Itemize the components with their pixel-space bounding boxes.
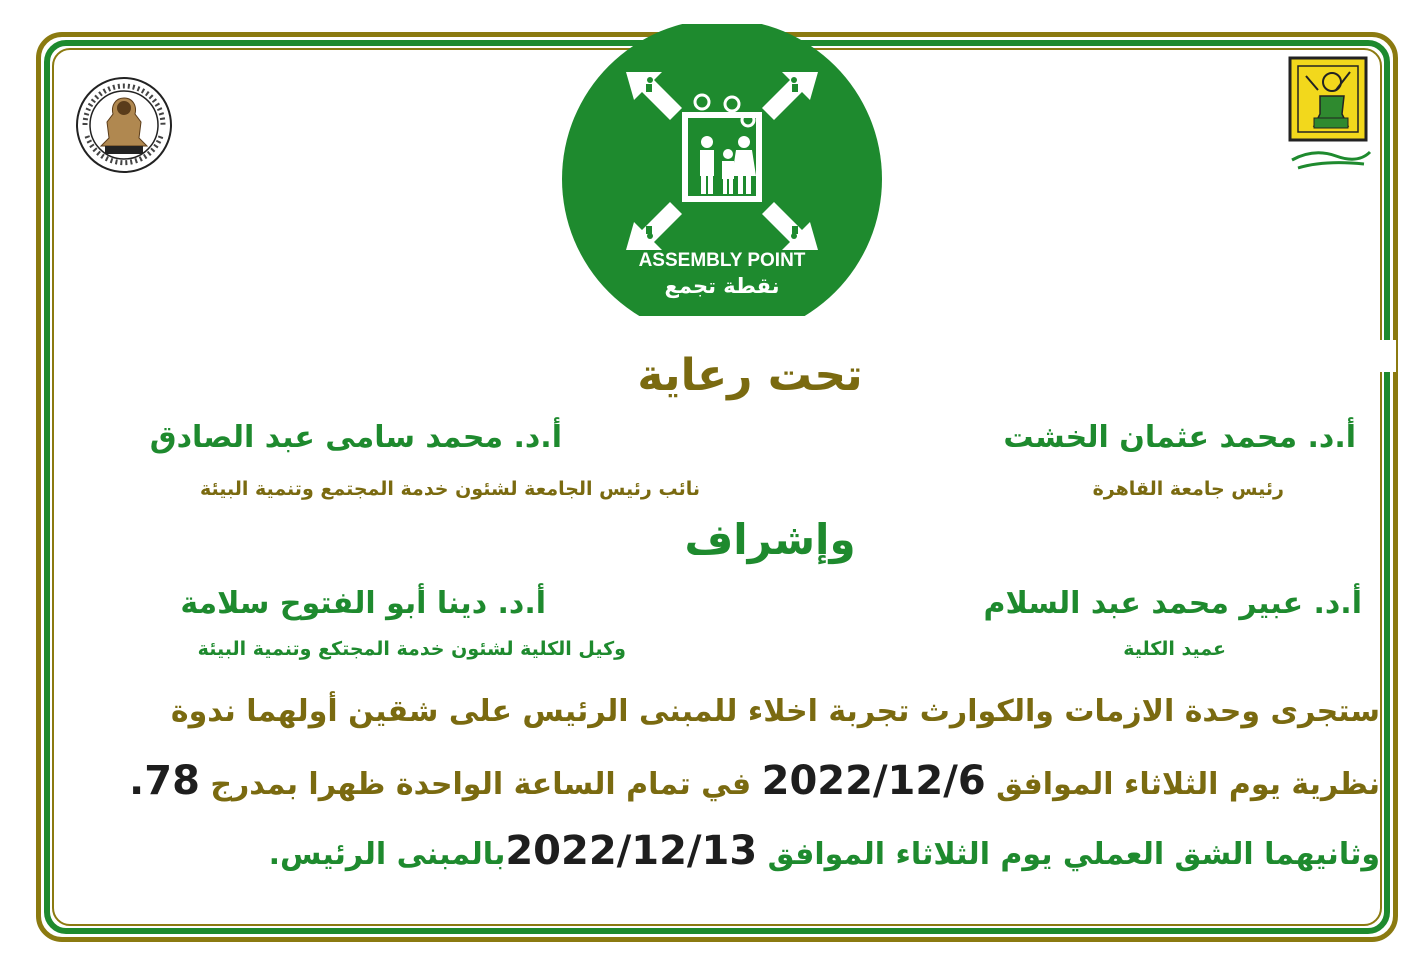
supervision-person2-name: أ.د. دينا أبو الفتوح سلامة bbox=[180, 586, 546, 621]
announcement-line2-start: نظرية يوم الثلاثاء الموافق bbox=[996, 767, 1380, 802]
patronage-person1-role: رئيس جامعة القاهرة bbox=[1092, 478, 1284, 500]
announcement-line3-end: بالمبنى الرئيس. bbox=[268, 837, 506, 872]
announcement-line1: ستجرى وحدة الازمات والكوارث تجربة اخلاء للمبنى الرئيس على شقين أولهما ندوة bbox=[170, 694, 1380, 729]
supervision-heading: وإشراف bbox=[684, 515, 856, 564]
university-logo bbox=[1284, 56, 1374, 174]
supervision-person1-role: عميد الكلية bbox=[1123, 638, 1226, 660]
announcement-line2-middle: في تمام الساعة الواحدة ظهرا بمدرج bbox=[210, 767, 752, 802]
patronage-person1-name: أ.د. محمد عثمان الخشت bbox=[1003, 420, 1356, 455]
faculty-seal-logo bbox=[75, 76, 173, 174]
announcement-line3 bbox=[60, 828, 1380, 874]
announcement-line3-start: وثانيهما الشق العملي يوم الثلاثاء الموافق bbox=[767, 837, 1380, 872]
supervision-person1-name: أ.د. عبير محمد عبد السلام bbox=[983, 586, 1362, 621]
patronage-person2-name: أ.د. محمد سامى عبد الصادق bbox=[149, 420, 562, 455]
assembly-point-arabic: نقطة تجمع bbox=[664, 274, 780, 298]
announcement-date1: 2022/12/6 bbox=[761, 758, 986, 804]
announcement-hall-number: 78. bbox=[129, 758, 200, 804]
supervision-person2-role: وكيل الكلية لشئون خدمة المجتكع وتنمية البيئة bbox=[197, 638, 626, 660]
announcement-line2 bbox=[60, 758, 1380, 804]
border-gap bbox=[1376, 340, 1396, 372]
patronage-heading: تحت رعاية bbox=[637, 350, 863, 401]
patronage-person2-role: نائب رئيس الجامعة لشئون خدمة المجتمع وتنمية البيئة bbox=[199, 478, 700, 500]
assembly-point-english: ASSEMBLY POINT bbox=[638, 250, 806, 271]
announcement-date2: 2022/12/13 bbox=[505, 828, 758, 874]
assembly-point-sign bbox=[562, 24, 882, 316]
